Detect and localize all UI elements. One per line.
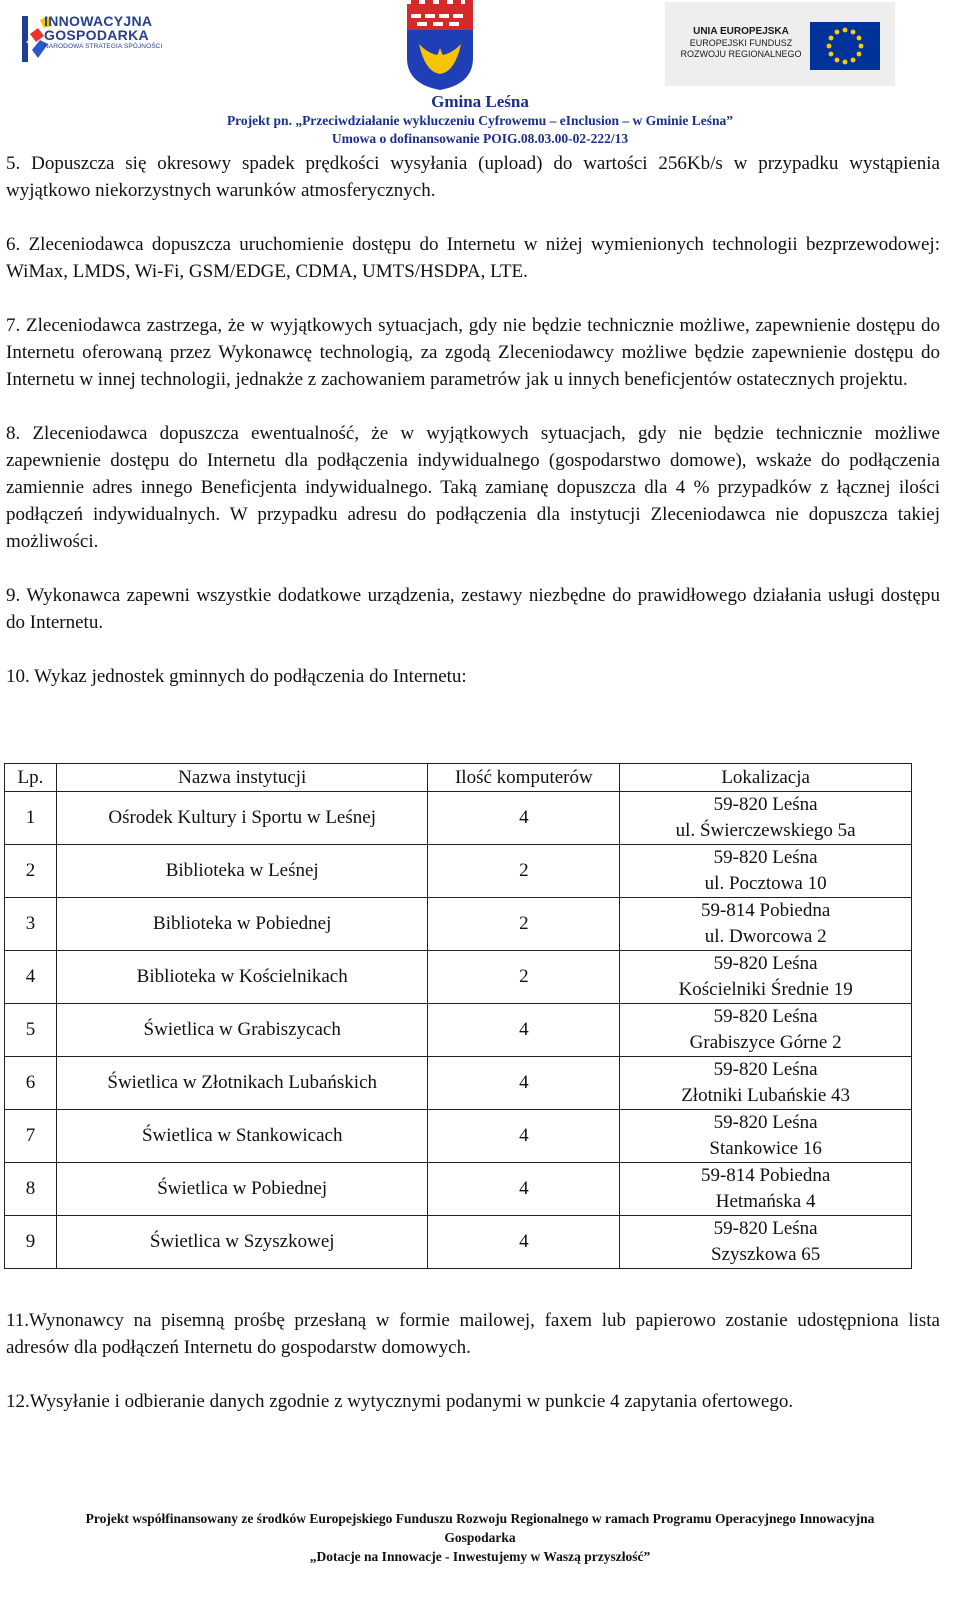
cell-lp: 8 (5, 1163, 57, 1216)
location-line-2: Grabiszyce Górne 2 (689, 1032, 842, 1053)
document-header (0, 0, 960, 150)
table-row (5, 1057, 912, 1110)
location-line-1: 59-814 Pobiedna (700, 1165, 831, 1186)
location-line-1: 59-820 Leśna (713, 1218, 818, 1239)
cell-count: 2 (428, 845, 620, 898)
logo-line-2: GOSPODARKA (44, 27, 149, 43)
cell-name: Świetlica w Stankowicach (56, 1110, 428, 1163)
cell-count: 4 (428, 1004, 620, 1057)
cell-lp: 9 (5, 1216, 57, 1269)
header-location: Lokalizacja (620, 764, 912, 792)
cell-lp: 7 (5, 1110, 57, 1163)
logo-line-1: INNOWACYJNA (44, 13, 153, 29)
eu-line-3: ROZWOJU REGIONALNEGO (680, 49, 802, 59)
cell-lp: 6 (5, 1057, 57, 1110)
cell-lp: 3 (5, 898, 57, 951)
footer-line-3: „Dotacje na Innowacje - Inwestujemy w Waszą przyszłość” (309, 1549, 651, 1564)
document-body (6, 150, 940, 717)
cell-name: Biblioteka w Leśnej (56, 845, 428, 898)
paragraph-7: 7. Zleceniodawca zastrzega, że w wyjątkowych sytuacjach, gdy nie będzie technicznie możliwe, zapewnienie dostępu do Internetu oferowaną przez Wykonawcę technologią, za zgodą Zleceniodawcy możliwe będzie zapewnienie dostępu do Internetu w innej technologii, jednakże z zachowaniem parametrów jak u innych beneficjentów ostatecznych projektu. (6, 315, 940, 390)
eu-logo-text (676, 26, 806, 60)
cell-name: Świetlica w Szyszkowej (56, 1216, 428, 1269)
cell-location (620, 1004, 912, 1057)
cell-name: Świetlica w Złotnikach Lubańskich (56, 1057, 428, 1110)
cell-name: Ośrodek Kultury i Sportu w Leśnej (56, 792, 428, 845)
document-footer (0, 1509, 960, 1566)
paragraph-9: 9. Wykonawca zapewni wszystkie dodatkowe urządzenia, zestawy niezbędne do prawidłowego działania usługi dostępu do Internetu. (6, 585, 940, 633)
table-row (5, 1110, 912, 1163)
contract-line: Umowa o dofinansowanie POIG.08.03.00-02-222/13 (331, 131, 629, 146)
cell-count: 4 (428, 1110, 620, 1163)
cell-count: 4 (428, 1057, 620, 1110)
cell-name: Biblioteka w Pobiednej (56, 898, 428, 951)
footer-line-2: Gospodarka (444, 1530, 516, 1545)
cell-count: 4 (428, 1216, 620, 1269)
paragraph-5: 5. Dopuszcza się okresowy spadek prędkości wysyłania (upload) do wartości 256Kb/s w przypadku wystąpienia wyjątkowo niekorzystnych warunków atmosferycznych. (6, 153, 940, 201)
document-body-continued (6, 1307, 940, 1442)
cell-location (620, 792, 912, 845)
logo-line-3: NARODOWA STRATEGIA SPÓJNOŚCI (44, 43, 163, 50)
location-line-2: ul. Dworcowa 2 (704, 926, 827, 947)
gmina-crest-icon (405, 0, 475, 92)
cell-name: Biblioteka w Kościelnikach (56, 951, 428, 1004)
cell-name: Świetlica w Pobiednej (56, 1163, 428, 1216)
paragraph-11: 11.Wynonawcy na pisemną prośbę przesłaną w formie mailowej, faxem lub papierowo zostanie udostępniona lista adresów dla podłączeń Internetu do gospodarstw domowych. (6, 1310, 940, 1358)
cell-location (620, 951, 912, 1004)
footer-line-1: Projekt współfinansowany ze środków Europejskiego Funduszu Rozwoju Regionalnego w ramach Programu Operacyjnego Innowacyjna (85, 1511, 875, 1526)
location-line-1: 59-814 Pobiedna (700, 900, 831, 921)
location-line-2: Szyszkowa 65 (711, 1244, 821, 1265)
location-line-2: Hetmańska 4 (715, 1191, 816, 1212)
cell-name: Świetlica w Grabiszycach (56, 1004, 428, 1057)
cell-lp: 2 (5, 845, 57, 898)
eu-flag-icon (810, 22, 880, 70)
cell-location (620, 1110, 912, 1163)
cell-count: 2 (428, 951, 620, 1004)
location-line-1: 59-820 Leśna (713, 953, 818, 974)
eu-line-1: UNIA EUROPEJSKA (693, 26, 789, 37)
cell-location (620, 1216, 912, 1269)
cell-location (620, 898, 912, 951)
location-line-1: 59-820 Leśna (713, 1112, 818, 1133)
cell-count: 4 (428, 1163, 620, 1216)
cell-lp: 1 (5, 792, 57, 845)
innovative-economy-logo-text (44, 14, 162, 51)
location-line-2: Kościelniki Średnie 19 (678, 979, 853, 1000)
paragraph-6: 6. Zleceniodawca dopuszcza uruchomienie dostępu do Internetu w niżej wymienionych technologii bezprzewodowej: WiMax, LMDS, Wi-Fi, GSM/EDGE, CDMA, UMTS/HSDPA, LTE. (6, 234, 940, 282)
cell-count: 2 (428, 898, 620, 951)
units-table (4, 763, 912, 1269)
paragraph-12: 12.Wysyłanie i odbieranie danych zgodnie z wytycznymi podanymi w punkcie 4 zapytania ofertowego. (6, 1391, 794, 1412)
table-row (5, 951, 912, 1004)
table-row (5, 1004, 912, 1057)
location-line-2: ul. Świerczewskiego 5a (675, 820, 856, 841)
header-lp: Lp. (5, 764, 57, 792)
cell-lp: 5 (5, 1004, 57, 1057)
paragraph-10: 10. Wykaz jednostek gminnych do podłączenia do Internetu: (6, 666, 467, 687)
table-row (5, 898, 912, 951)
gmina-title: Gmina Leśna (431, 92, 529, 111)
table-header-row (5, 764, 912, 792)
cell-lp: 4 (5, 951, 57, 1004)
table-row (5, 1163, 912, 1216)
project-line: Projekt pn. „Przeciwdziałanie wykluczeniu Cyfrowemu – eInclusion – w Gminie Leśna” (226, 113, 734, 128)
location-line-2: Złotniki Lubańskie 43 (681, 1085, 851, 1106)
location-line-1: 59-820 Leśna (713, 1059, 818, 1080)
header-count: Ilość komputerów (428, 764, 620, 792)
eu-line-2: EUROPEJSKI FUNDUSZ (689, 38, 793, 48)
table-row (5, 845, 912, 898)
location-line-2: ul. Pocztowa 10 (704, 873, 827, 894)
location-line-2: Stankowice 16 (709, 1138, 822, 1159)
header-name: Nazwa instytucji (56, 764, 428, 792)
cell-location (620, 1057, 912, 1110)
location-line-1: 59-820 Leśna (713, 847, 818, 868)
cell-location (620, 845, 912, 898)
cell-location (620, 1163, 912, 1216)
table-row (5, 1216, 912, 1269)
paragraph-8: 8. Zleceniodawca dopuszcza ewentualność, że w wyjątkowych sytuacjach, gdy nie będzie technicznie możliwe zapewnienie dostępu do Internetu dla podłączenia indywidualnego (gospodarstwo domowe), wskaże do podłączenia zamiennie adres innego Beneficjenta indywidualnego. Taką zamianę dopuszcza dla 4 % przypadków z łącznej ilości podłączeń indywidualnych. W przypadku adresu do podłączenia dla instytucji Zleceniodawca nie dopuszcza takiej możliwości. (6, 423, 940, 552)
location-line-1: 59-820 Leśna (713, 794, 818, 815)
location-line-1: 59-820 Leśna (713, 1006, 818, 1027)
cell-count: 4 (428, 792, 620, 845)
table-row (5, 792, 912, 845)
